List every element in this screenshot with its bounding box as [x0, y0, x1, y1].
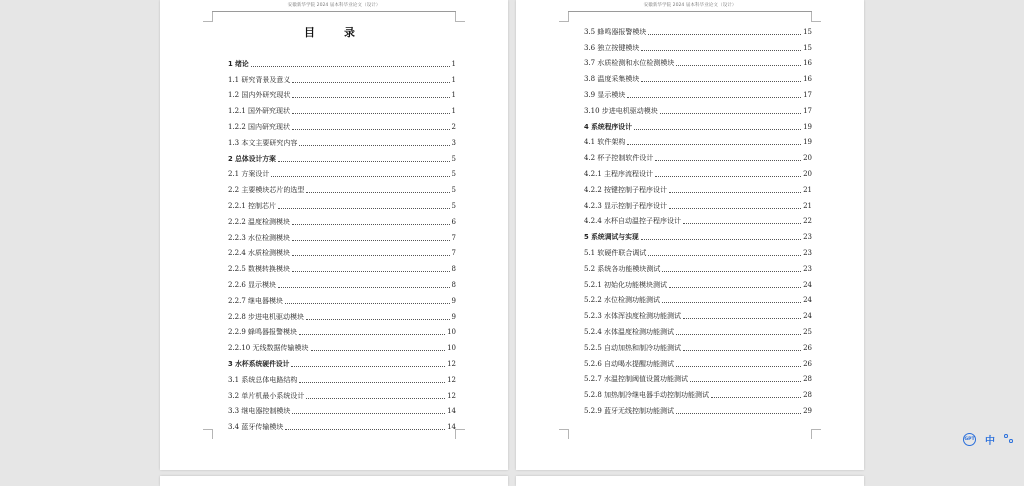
toc-leader-dots: [299, 381, 445, 383]
toc-leader-dots: [669, 191, 801, 193]
toc-entry[interactable]: [584, 304, 812, 320]
running-header: 安徽新华学院 2024 届本科毕业论文（设计）: [643, 3, 737, 8]
toc-page-number: 21: [803, 185, 812, 194]
toc-entry[interactable]: [228, 84, 456, 100]
toc-page-number: 5: [451, 170, 456, 179]
toc-page-number: 21: [803, 201, 812, 210]
toc-entry-title: 5 系统调试与实现: [584, 233, 639, 242]
crop-mark-top-right: [455, 12, 465, 22]
toc-page-number: 20: [803, 154, 812, 163]
toc-page-number: 5: [451, 201, 456, 210]
toc-entry[interactable]: [584, 383, 812, 399]
toc-entry[interactable]: [228, 131, 456, 147]
toc-page-number: 1: [451, 59, 456, 68]
toc-page-number: 2: [451, 122, 456, 131]
toc-entry[interactable]: [584, 210, 812, 226]
toc-page-number: 9: [451, 312, 456, 321]
toc-entry-title: 5.2.2 水位检测功能测试: [584, 296, 661, 305]
toc-leader-dots: [662, 301, 801, 303]
toc-leader-dots: [676, 412, 801, 414]
toc-page-number: 7: [451, 249, 456, 258]
toc-entry-title: 2 总体设计方案: [228, 154, 276, 163]
toc-leader-dots: [292, 81, 449, 83]
toc-entry-title: 4.2.4 水杯自动温控子程序设计: [584, 217, 682, 226]
document-page-right: [516, 0, 864, 470]
toc-leader-dots: [627, 143, 801, 145]
toc-entry[interactable]: [584, 225, 812, 241]
toc-leader-dots: [292, 254, 449, 256]
toc-title: 目 录: [304, 26, 364, 39]
toc-entry-title: 3.7 水质检测和水位检测模块: [584, 59, 675, 68]
toc-entry[interactable]: [228, 336, 456, 352]
toc-entry-title: 3.8 温度采集模块: [584, 75, 640, 84]
toc-leader-dots: [641, 238, 801, 240]
toc-page-number: 17: [803, 90, 812, 99]
toc-entry[interactable]: [584, 178, 812, 194]
toc-entry[interactable]: [584, 36, 812, 52]
toc-leader-dots: [278, 207, 449, 209]
toc-entry-title: 2.2.3 水位检测模块: [228, 233, 291, 242]
toc-leader-dots: [251, 65, 450, 67]
toc-entry-title: 2.2.5 数模转换模块: [228, 265, 291, 274]
table-of-contents-right: [584, 20, 812, 415]
toc-leader-dots: [660, 112, 801, 114]
toc-entry[interactable]: [584, 67, 812, 83]
toc-page-number: 15: [803, 27, 812, 36]
toc-leader-dots: [306, 318, 449, 320]
toc-entry-title: 1.1 研究背景及意义: [228, 75, 291, 84]
toc-entry[interactable]: [584, 257, 812, 273]
toc-entry-title: 5.2 系统各功能模块测试: [584, 264, 661, 273]
toc-leader-dots: [634, 128, 801, 130]
toc-entry-title: 2.2.2 温度检测模块: [228, 217, 291, 226]
toc-entry[interactable]: [228, 273, 456, 289]
toc-page-number: 22: [803, 217, 812, 226]
toc-entry-title: 5.2.3 水体浑浊度检测功能测试: [584, 312, 682, 321]
toc-entry-title: 3.5 蜂鸣器报警模块: [584, 27, 647, 36]
toc-page-number: 14: [447, 407, 456, 416]
toc-leader-dots: [292, 112, 449, 114]
toc-entry[interactable]: [228, 289, 456, 305]
toc-page-number: 10: [447, 344, 456, 353]
toc-page-number: 28: [803, 391, 812, 400]
toc-page-number: 23: [803, 233, 812, 242]
toc-page-number: 5: [451, 154, 456, 163]
assistant-icon[interactable]: GPT: [963, 433, 976, 446]
toc-entry-title: 5.2.4 水体温度检测功能测试: [584, 327, 675, 336]
toc-leader-dots: [683, 349, 801, 351]
toc-entry-title: 4 系统程序设计: [584, 122, 632, 131]
toc-leader-dots: [641, 49, 801, 51]
toc-page-number: 16: [803, 75, 812, 84]
toc-entry[interactable]: [228, 147, 456, 163]
toc-leader-dots: [711, 396, 801, 398]
toc-entry[interactable]: [584, 289, 812, 305]
toc-page-number: 29: [803, 406, 812, 415]
toc-page-number: 9: [451, 296, 456, 305]
toc-page-number: 20: [803, 169, 812, 178]
toc-leader-dots: [669, 207, 801, 209]
toc-leader-dots: [655, 175, 801, 177]
toc-page-number: 1: [451, 75, 456, 84]
toc-leader-dots: [292, 239, 449, 241]
toc-leader-dots: [676, 333, 801, 335]
toc-entry[interactable]: [584, 241, 812, 257]
toc-page-number: 25: [803, 327, 812, 336]
toc-entry[interactable]: [584, 368, 812, 384]
toc-entry[interactable]: [228, 68, 456, 84]
toc-entry-title: 5.2.1 初始化功能模块测试: [584, 280, 668, 289]
toc-leader-dots: [683, 222, 801, 224]
toc-page-number: 12: [447, 375, 456, 384]
toc-leader-dots: [278, 286, 449, 288]
toc-leader-dots: [648, 254, 801, 256]
toc-entry[interactable]: [584, 146, 812, 162]
toc-leader-dots: [292, 223, 449, 225]
toc-leader-dots: [690, 380, 801, 382]
toc-page-number: 26: [803, 359, 812, 368]
toc-entry-title: 5.2.7 水温控制阈值设置功能测试: [584, 375, 689, 384]
toc-page-number: 14: [447, 423, 456, 432]
toc-leader-dots: [292, 128, 449, 130]
toc-entry[interactable]: [228, 257, 456, 273]
toc-page-number: 23: [803, 264, 812, 273]
toc-entry[interactable]: [584, 194, 812, 210]
toc-page-number: 19: [803, 138, 812, 147]
toc-entry-title: 1 绪论: [228, 59, 249, 68]
toc-entry-title: 5.2.9 蓝牙无线控制功能测试: [584, 406, 675, 415]
toc-entry[interactable]: [228, 194, 456, 210]
toc-entry[interactable]: [584, 99, 812, 115]
toc-entry[interactable]: [584, 162, 812, 178]
toc-entry[interactable]: [228, 400, 456, 416]
toc-leader-dots: [311, 349, 446, 351]
toc-page-number: 24: [803, 280, 812, 289]
toc-entry-title: 3.6 独立按键模块: [584, 43, 640, 52]
toc-leader-dots: [683, 317, 801, 319]
settings-dots-icon[interactable]: [1004, 434, 1014, 444]
toc-entry[interactable]: [228, 305, 456, 321]
toc-page-number: 15: [803, 43, 812, 52]
toc-page-number: 7: [451, 233, 456, 242]
toc-page-number: 16: [803, 59, 812, 68]
toc-leader-dots: [669, 286, 801, 288]
toc-entry-title: 3.10 步进电机驱动模块: [584, 106, 658, 115]
toc-entry[interactable]: [584, 52, 812, 68]
toc-leader-dots: [676, 365, 801, 367]
crop-mark-bottom-right: [811, 429, 821, 439]
toc-entry[interactable]: [228, 99, 456, 115]
toc-leader-dots: [641, 80, 801, 82]
toc-entry[interactable]: [228, 163, 456, 179]
crop-mark-top-right: [811, 12, 821, 22]
header-rule: [568, 11, 812, 12]
header-rule: [212, 11, 456, 12]
crop-mark-top-left: [203, 12, 213, 22]
toc-entry-title: 2.2.4 水质检测模块: [228, 249, 291, 258]
toc-leader-dots: [676, 64, 801, 66]
toc-entry[interactable]: [584, 131, 812, 147]
toc-leader-dots: [285, 302, 449, 304]
toc-entry-title: 3.1 系统总体电路结构: [228, 375, 298, 384]
toc-entry[interactable]: [228, 321, 456, 337]
toc-entry-title: 4.2.2 按键控制子程序设计: [584, 185, 668, 194]
toc-entry-title: 3.4 蓝牙传输模块: [228, 423, 284, 432]
toc-entry[interactable]: [228, 52, 456, 68]
toc-entry-title: 2.2.8 步进电机驱动模块: [228, 312, 305, 321]
toc-entry-title: 5.2.8 加热制冷继电器手动控制功能测试: [584, 391, 710, 400]
toc-entry-title: 2.2.9 蜂鸣器报警模块: [228, 328, 298, 337]
toc-leader-dots: [278, 160, 450, 162]
toc-entry[interactable]: [584, 20, 812, 36]
toc-page-number: 12: [447, 391, 456, 400]
toc-leader-dots: [648, 33, 801, 35]
toc-entry[interactable]: [228, 352, 456, 368]
toc-leader-dots: [285, 428, 445, 430]
toc-page-number: 1: [451, 107, 456, 116]
toc-entry-title: 5.2.5 自动加热和制冷功能测试: [584, 343, 682, 352]
toc-entry[interactable]: [228, 115, 456, 131]
toc-page-number: 19: [803, 122, 812, 131]
toc-leader-dots: [306, 397, 445, 399]
toc-page-number: 12: [447, 359, 456, 368]
toc-entry-title: 5.1 软硬件联合调试: [584, 248, 647, 257]
next-page-left: [160, 476, 508, 486]
toc-page-number: 10: [447, 328, 456, 337]
toc-page-number: 17: [803, 106, 812, 115]
toc-page-number: 6: [451, 217, 456, 226]
toc-entry-title: 1.2.1 国外研究现状: [228, 107, 291, 116]
toc-page-number: 28: [803, 375, 812, 384]
toc-leader-dots: [299, 144, 449, 146]
crop-mark-bottom-left: [559, 429, 569, 439]
toc-leader-dots: [292, 270, 449, 272]
floating-toolbar: [963, 431, 1014, 447]
toc-leader-dots: [291, 365, 445, 367]
toc-entry-title: 2.1 方案设计: [228, 170, 270, 179]
toc-entry-title: 2.2 主要模块芯片的选型: [228, 186, 305, 195]
toc-entry[interactable]: [584, 336, 812, 352]
toc-entry[interactable]: [228, 368, 456, 384]
toc-entry-title: 1.3 本文主要研究内容: [228, 138, 298, 147]
toc-leader-dots: [299, 333, 445, 335]
toc-entry[interactable]: [584, 352, 812, 368]
toc-entry-title: 1.2.2 国内研究现状: [228, 122, 291, 131]
toc-entry-title: 3 水杯系统硬件设计: [228, 359, 290, 368]
toc-page-number: 24: [803, 296, 812, 305]
toc-page-number: 26: [803, 343, 812, 352]
toc-entry-title: 2.2.10 无线数据传输模块: [228, 344, 309, 353]
toc-entry-title: 4.2 杯子控制软件设计: [584, 154, 654, 163]
toc-entry-title: 4.2.3 显示控制子程序设计: [584, 201, 668, 210]
crop-mark-top-left: [559, 12, 569, 22]
toc-page-number: 8: [451, 265, 456, 274]
toc-entry[interactable]: [228, 242, 456, 258]
toc-leader-dots: [306, 191, 449, 193]
toc-entry[interactable]: [228, 226, 456, 242]
toc-entry-title: 3.2 单片机最小系统设计: [228, 391, 305, 400]
toc-entry-title: 1.2 国内外研究现状: [228, 91, 291, 100]
next-page-right: [516, 476, 864, 486]
toc-leader-dots: [292, 96, 449, 98]
toc-entry-title: 4.1 软件架构: [584, 138, 626, 147]
toc-leader-dots: [292, 412, 445, 414]
toc-entry[interactable]: [584, 273, 812, 289]
toc-leader-dots: [662, 270, 801, 272]
toc-entry-title: 2.2.6 显示模块: [228, 280, 277, 289]
toc-page-number: 8: [451, 280, 456, 289]
toc-entry[interactable]: [228, 178, 456, 194]
toc-page-number: 23: [803, 248, 812, 257]
toc-page-number: 5: [451, 186, 456, 195]
toc-entry-title: 3.9 显示模块: [584, 90, 626, 99]
running-header: 安徽新华学院 2024 届本科毕业论文（设计）: [287, 3, 381, 8]
toc-entry[interactable]: [584, 115, 812, 131]
toc-entry-title: 2.2.1 控制芯片: [228, 201, 277, 210]
toc-entry-title: 5.2.6 自动喝水提醒功能测试: [584, 359, 675, 368]
toc-page-number: 3: [451, 138, 456, 147]
crop-mark-bottom-left: [203, 429, 213, 439]
toc-entry[interactable]: [228, 210, 456, 226]
toc-entry[interactable]: [584, 320, 812, 336]
toc-entry-title: 4.2.1 主程序流程设计: [584, 169, 654, 178]
toc-entry-title: 3.3 继电器控制模块: [228, 407, 291, 416]
toc-entry-title: 2.2.7 继电器模块: [228, 296, 284, 305]
language-icon[interactable]: 中: [985, 435, 995, 447]
document-page-left: [160, 0, 508, 470]
crop-mark-bottom-right: [455, 429, 465, 439]
toc-page-number: 24: [803, 312, 812, 321]
toc-leader-dots: [655, 159, 801, 161]
table-of-contents-left: [228, 52, 456, 431]
toc-leader-dots: [271, 175, 449, 177]
toc-leader-dots: [627, 96, 801, 98]
toc-page-number: 1: [451, 91, 456, 100]
toc-entry[interactable]: [228, 415, 456, 431]
toc-entry[interactable]: [584, 83, 812, 99]
toc-entry[interactable]: [584, 399, 812, 415]
toc-entry[interactable]: [228, 384, 456, 400]
